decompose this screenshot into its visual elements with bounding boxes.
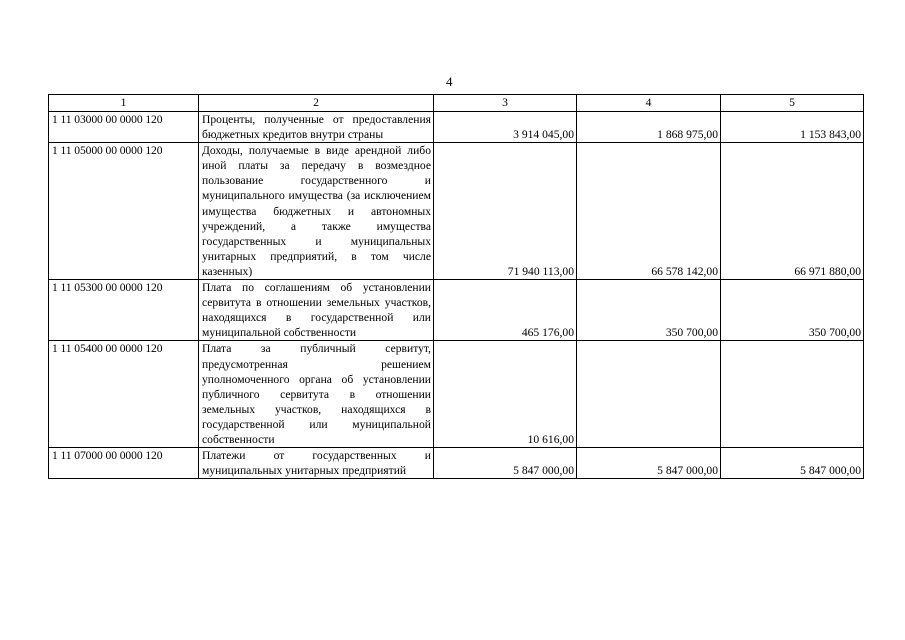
table-row (49, 448, 864, 479)
revenue-code: 1 11 07000 00 0000 120 (49, 448, 199, 479)
amount-col5: 350 700,00 (721, 280, 864, 341)
revenue-code: 1 11 03000 00 0000 120 (49, 112, 199, 143)
budget-revenue-table (48, 94, 864, 479)
table-row (49, 341, 864, 448)
table-header-row (49, 95, 864, 112)
table-row (49, 280, 864, 341)
amount-col3: 71 940 113,00 (434, 143, 577, 280)
amount-col3: 10 616,00 (434, 341, 577, 448)
amount-col4: 5 847 000,00 (577, 448, 721, 479)
amount-col3: 465 176,00 (434, 280, 577, 341)
amount-col3: 3 914 045,00 (434, 112, 577, 143)
amount-col4: 1 868 975,00 (577, 112, 721, 143)
amount-col3: 5 847 000,00 (434, 448, 577, 479)
table-row (49, 112, 864, 143)
column-header-5: 5 (721, 95, 864, 112)
amount-col5: 66 971 880,00 (721, 143, 864, 280)
amount-col5: 1 153 843,00 (721, 112, 864, 143)
amount-col5 (721, 341, 864, 448)
amount-col5: 5 847 000,00 (721, 448, 864, 479)
revenue-code: 1 11 05400 00 0000 120 (49, 341, 199, 448)
column-header-4: 4 (577, 95, 721, 112)
page-number: 4 (446, 74, 453, 89)
revenue-name: Плата по соглашениям об установлении сервитута в отношении земельных участков, находящихся в государственной или муниципальной собственности (199, 280, 434, 341)
column-header-3: 3 (434, 95, 577, 112)
amount-col4 (577, 341, 721, 448)
table-row (49, 143, 864, 280)
column-header-2: 2 (199, 95, 434, 112)
revenue-code: 1 11 05300 00 0000 120 (49, 280, 199, 341)
amount-col4: 66 578 142,00 (577, 143, 721, 280)
revenue-name: Плата за публичный сервитут, предусмотренная решением уполномоченного органа об установлении публичного сервитута в отношении земельных участков, находящихся в государственной или муниципальной собственности (199, 341, 434, 448)
revenue-name: Проценты, полученные от предоставления бюджетных кредитов внутри страны (199, 112, 434, 143)
amount-col4: 350 700,00 (577, 280, 721, 341)
column-header-1: 1 (49, 95, 199, 112)
revenue-code: 1 11 05000 00 0000 120 (49, 143, 199, 280)
revenue-name: Платежи от государственных и муниципальных унитарных предприятий (199, 448, 434, 479)
revenue-name: Доходы, получаемые в виде арендной либо иной платы за передачу в возмездное пользование государственного и муниципального имущества (за исключением имущества бюджетных и автономных учреждений, а также имущества государственных и муниципальных унитарных предприятий, в том числе казенных) (199, 143, 434, 280)
